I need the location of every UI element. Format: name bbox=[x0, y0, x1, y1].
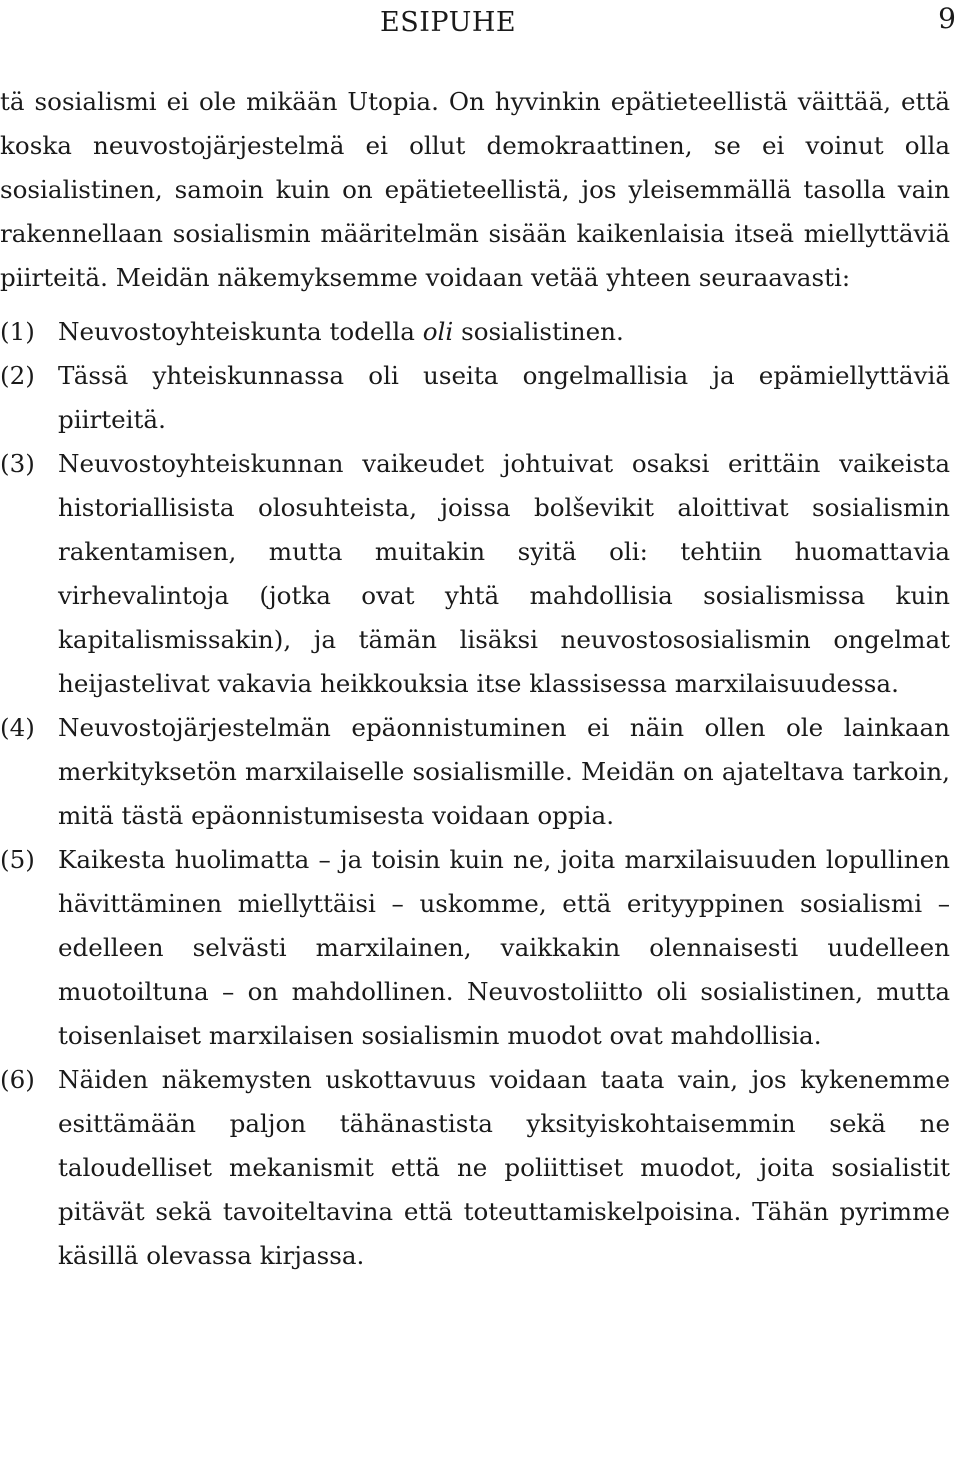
list-text: Näiden näkemysten uskottavuus voidaan taata vain, jos kykenemme esittämään paljon tähänastista yksityiskohtaisemmin sekä ne taloudelliset mekanismit että ne poliittiset muodot, joita sosialistit pitävät sekä tavoiteltavina että toteuttamiskelpoisina. Tähän pyrimme käsillä olevassa kirjassa. bbox=[58, 1065, 950, 1270]
list-text: Neuvostojärjestelmän epäonnistuminen ei näin ollen ole lainkaan merkityksetön marxilaiselle sosialismille. Meidän on ajateltava tarkoin, mitä tästä epäonnistumisesta voidaan oppia. bbox=[58, 713, 950, 830]
list-item-3 bbox=[0, 442, 950, 706]
list-number: (6) bbox=[0, 1065, 35, 1094]
list-item-5 bbox=[0, 838, 950, 1058]
list-number: (3) bbox=[0, 449, 35, 478]
emphasis: oli bbox=[422, 317, 454, 346]
page-number: 9 bbox=[938, 2, 956, 35]
list-item-4 bbox=[0, 706, 950, 838]
list-text: Neuvostoyhteiskunnan vaikeudet johtuivat osaksi erittäin vaikeista historiallisista olosuhteista, joissa bolševikit aloittivat sosialismin rakentamisen, mutta muitakin syitä oli: tehtiin huomattavia virhevalintoja (jotka ovat yhtä mahdollisia sosialismissa kuin kapitalismissakin), ja tämän lisäksi neuvostososialismin ongelmat heijastelivat vakavia heikkouksia itse klassisessa marxilaisuudessa. bbox=[58, 449, 950, 698]
body-paragraph: tä sosialismi ei ole mikään Utopia. On hyvinkin epätieteellistä väittää, että koska neuvostojärjestelmä ei ollut demokraattinen, se ei voinut olla sosialistinen, samoin kuin on epätieteellistä, jos yleisemmällä tasolla vain rakennellaan sosialismin määritelmän sisään kaikenlaisia itseä miellyttäviä piirteitä. Meidän näkemyksemme voidaan vetää yhteen seuraavasti: bbox=[0, 87, 950, 292]
page-body bbox=[0, 80, 950, 1278]
list-text: Kaikesta huolimatta – ja toisin kuin ne, joita marxilaisuuden lopullinen hävittäminen miellyttäisi – uskomme, että erityyppinen sosialismi – edelleen selvästi marxilainen, vaikkakin olennaisesti uudelleen muotoiltuna – on mahdollinen. Neuvostoliitto oli sosialistinen, mutta toisenlaiset marxilaisen sosialismin muodot ovat mahdollisia. bbox=[58, 845, 950, 1050]
running-header bbox=[0, 2, 960, 42]
list-number: (5) bbox=[0, 845, 35, 874]
list-text: Tässä yhteiskunnassa oli useita ongelmallisia ja epämiellyttäviä piirteitä. bbox=[58, 361, 950, 434]
list-item-6 bbox=[0, 1058, 950, 1278]
list-number: (1) bbox=[0, 317, 35, 346]
running-title: ESIPUHE bbox=[380, 7, 517, 38]
list-number: (2) bbox=[0, 361, 35, 390]
list-text: Neuvostoyhteiskunta todella oli sosialistinen. bbox=[58, 317, 624, 346]
list-number: (4) bbox=[0, 713, 35, 742]
list-item-2 bbox=[0, 354, 950, 442]
list-item-1 bbox=[0, 310, 950, 354]
numbered-list bbox=[0, 310, 950, 1278]
